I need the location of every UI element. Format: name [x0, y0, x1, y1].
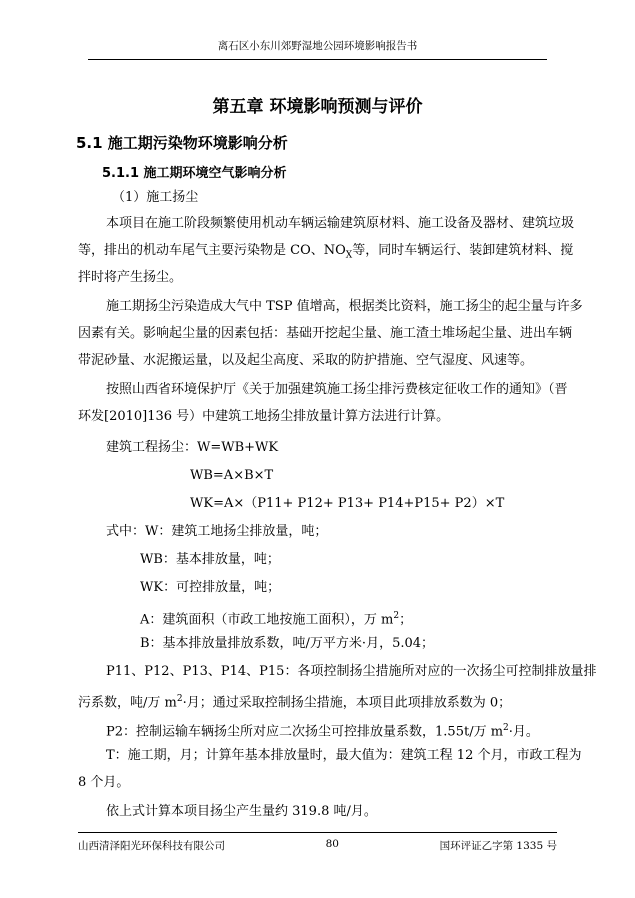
chapter-title: 第五章 环境影响预测与评价: [212, 97, 423, 117]
paragraph-line: 因素有关。影响起尘量的因素包括：基础开挖起尘量、施工渣土堆场起尘量、进出车辆: [78, 326, 573, 341]
definition-line: 式中：W：建筑工地扬尘排放量，吨；: [106, 524, 328, 539]
paragraph-line: P11、P12、P13、P14、P15：各项控制扬尘措施所对应的一次扬尘可控制排放量排: [106, 664, 597, 679]
formula-line: 建筑工程扬尘：W=WB+WK: [106, 440, 279, 455]
paragraph-line: 等，排出的机动车尾气主要污染物是 CO、$NO_X$等，同时车辆运行、装卸建筑材料、搅: [78, 243, 574, 261]
footer-company: 山西清泽阳光环保科技有限公司: [78, 840, 225, 852]
paragraph-line: 污系数，吨/万 $m^2\cdot$月；通过采取控制扬尘措施，本项目此项排放系数为 0；: [78, 694, 512, 711]
header-title: 离石区小东川郊野湿地公园环境影响报告书: [217, 40, 418, 52]
paragraph-line: T：施工期，月；计算年基本排放量时，最大值为：建筑工程 12 个月，市政工程为: [106, 748, 582, 763]
page-header: [88, 38, 547, 60]
paragraph-line: 带泥砂量、水泥搬运量，以及起尘高度、采取的防护措施、空气湿度、风速等。: [78, 353, 534, 368]
paragraph-line: 环发[2010]136 号）中建筑工地扬尘排放量计算方法进行计算。: [78, 409, 450, 424]
definition-line: WK：可控排放量，吨；: [140, 580, 281, 595]
paragraph-line: 本项目在施工阶段频繁使用机动车辆运输建筑原材料、施工设备及器材、建筑垃圾: [106, 216, 575, 231]
formula-line: WB=A×B×T: [190, 468, 274, 483]
formula-line: WK=A×（P11+ P12+ P13+ P14+P15+ P2）×T: [190, 496, 505, 511]
paragraph-line: 施工期扬尘污染造成大气中 TSP 值增高，根据类比资料，施工扬尘的起尘量与许多: [106, 299, 583, 314]
subsection-title: 5.1.1 施工期环境空气影响分析: [102, 166, 287, 181]
definition-line: WB：基本排放量，吨；: [140, 552, 280, 567]
page-number: 80: [325, 838, 339, 850]
item-title: （1）施工扬尘: [112, 190, 199, 205]
paragraph-line: 8 个月。: [78, 775, 130, 790]
definition-line: B：基本排放量排放系数，吨/万平方米·月，5.04；: [140, 636, 435, 651]
section-title: 5.1 施工期污染物环境影响分析: [76, 134, 288, 152]
paragraph-line: 按照山西省环境保护厅《关于加强建筑施工扬尘排污费核定征收工作的通知》（晋: [106, 382, 568, 397]
footer-cert: 国环评证乙字第 1335 号: [439, 840, 557, 852]
page-footer: [78, 832, 557, 853]
definition-line: A：建筑面积（市政工地按施工面积），万 $m^2$；: [140, 611, 413, 628]
result-line: 依上式计算本项目扬尘产生量约 319.8 吨/月。: [106, 804, 377, 819]
paragraph-line: P2：控制运输车辆扬尘所对应二次扬尘可控排放量系数，1.55t/万 $m^2\cdot$月。: [106, 723, 539, 740]
paragraph-line: 拌时将产生扬尘。: [78, 270, 183, 285]
